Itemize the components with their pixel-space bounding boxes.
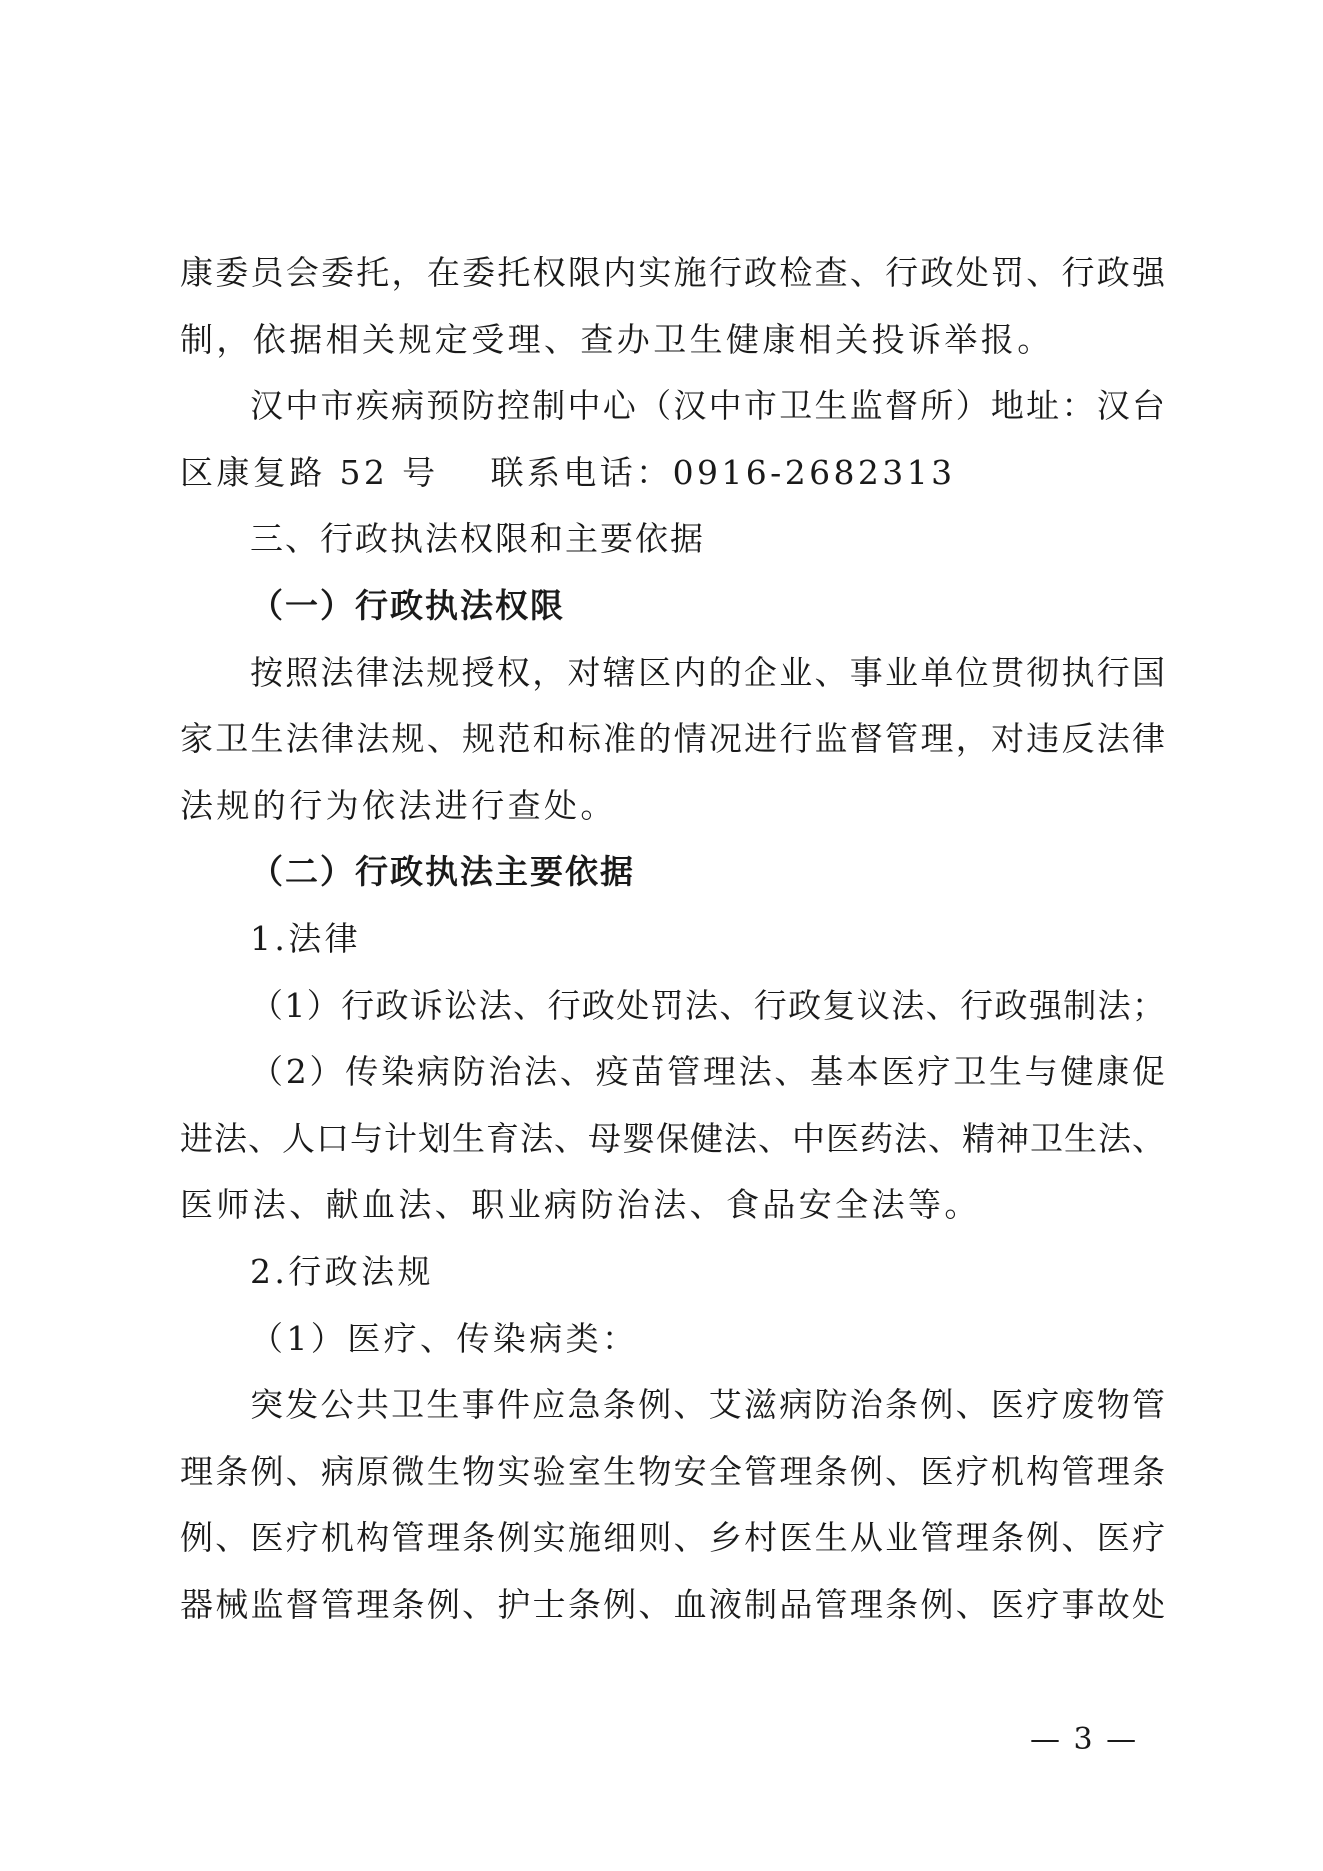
paragraph-line: 器械监督管理条例、护士条例、血液制品管理条例、医疗事故处 bbox=[180, 1584, 1165, 1624]
list-item: （2）传染病防治法、疫苗管理法、基本医疗卫生与健康促 bbox=[250, 1052, 1165, 1092]
list-item: （1）医疗、传染病类： bbox=[250, 1318, 639, 1358]
page-number: — 3 — bbox=[1030, 1722, 1139, 1757]
list-item: 进法、人口与计划生育法、母婴保健法、中医药法、精神卫生法、 bbox=[180, 1118, 1165, 1158]
address-phone-line bbox=[180, 440, 1165, 507]
paragraph-line: 理条例、病原微生物实验室生物安全管理条例、医疗机构管理条 bbox=[180, 1451, 1165, 1491]
list-heading: 1.法律 bbox=[250, 918, 362, 958]
paragraph-line: 突发公共卫生事件应急条例、艾滋病防治条例、医疗废物管 bbox=[250, 1385, 1165, 1425]
subsection-heading: （二）行政执法主要依据 bbox=[250, 852, 635, 892]
phone-text: 联系电话：0916-2682313 bbox=[490, 452, 956, 492]
address-line: 汉中市疾病预防控制中心（汉中市卫生监督所）地址：汉台 bbox=[250, 386, 1165, 426]
paragraph-line: 康委员会委托，在委托权限内实施行政检查、行政处罚、行政强 bbox=[180, 253, 1165, 292]
paragraph-line: 法规的行为依法进行查处。 bbox=[180, 785, 617, 825]
paragraph-line: 制，依据相关规定受理、查办卫生健康相关投诉举报。 bbox=[180, 319, 1054, 359]
list-item: 医师法、献血法、职业病防治法、食品安全法等。 bbox=[180, 1185, 981, 1225]
paragraph-line: 家卫生法律法规、规范和标准的情况进行监督管理，对违反法律 bbox=[180, 719, 1165, 759]
subsection-heading: （一）行政执法权限 bbox=[250, 585, 565, 625]
list-item: （1）行政诉讼法、行政处罚法、行政复议法、行政强制法； bbox=[250, 985, 1165, 1025]
paragraph-line: 按照法律法规授权，对辖区内的企业、事业单位贯彻执行国 bbox=[250, 652, 1165, 692]
section-heading: 三、行政执法权限和主要依据 bbox=[250, 519, 705, 559]
list-heading: 2.行政法规 bbox=[250, 1251, 434, 1291]
paragraph-line: 例、医疗机构管理条例实施细则、乡村医生从业管理条例、医疗 bbox=[180, 1518, 1165, 1558]
document-body bbox=[180, 240, 1165, 1638]
address-text: 区康复路 52 号 bbox=[180, 452, 439, 492]
